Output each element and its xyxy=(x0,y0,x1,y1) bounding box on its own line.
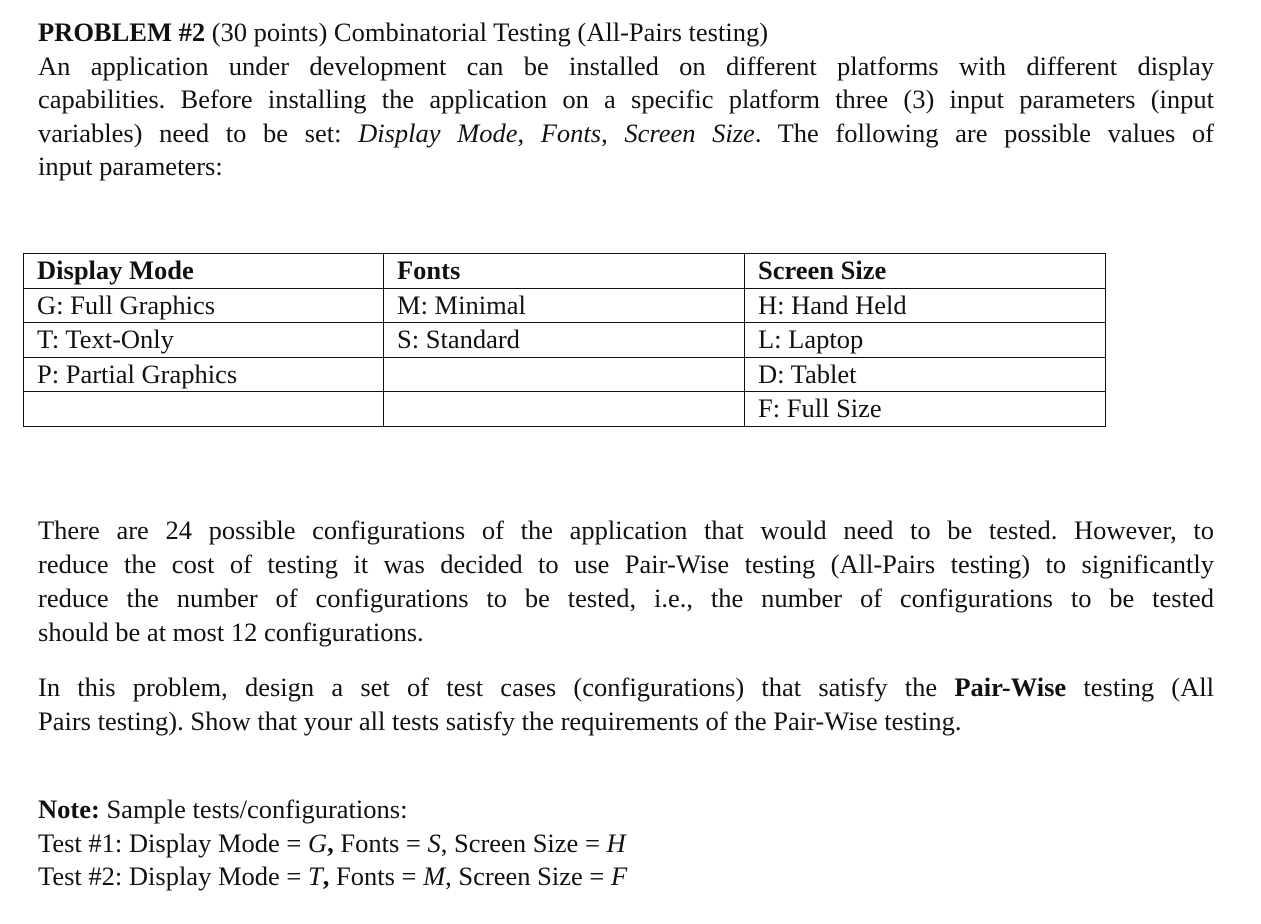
test-fonts-value: S xyxy=(427,827,441,858)
task-paragraph xyxy=(38,670,1214,738)
test-screen-label: , Screen Size = xyxy=(445,861,611,891)
intro-line-3 xyxy=(38,117,1214,151)
note-text: Sample tests/configurations: xyxy=(99,794,408,824)
problem-topic: Combinatorial Testing (All-Pairs testing) xyxy=(333,17,769,47)
problem-points: (30 points) xyxy=(211,17,328,47)
problem-intro xyxy=(38,16,1214,184)
test-fonts-value: M xyxy=(423,861,446,891)
test-fonts-label: Fonts = xyxy=(340,827,428,858)
table-cell: L: Laptop xyxy=(745,323,1106,358)
table-cell: F: Full Size xyxy=(745,392,1106,427)
problem-heading: PROBLEM #2 xyxy=(38,17,206,47)
paragraph3-line-1-start: In this problem, design a set of test cases (configurations) that satisfy the xyxy=(38,672,955,702)
table-row xyxy=(24,357,1106,392)
sample-test-2 xyxy=(38,860,1214,894)
paragraph2-line-1: There are 24 possible configurations of the application that would need to be tested. However, to xyxy=(38,515,1214,545)
intro-line-3-start: variables) need to be set: xyxy=(38,117,359,148)
test-screen-value: F xyxy=(610,861,628,891)
param-display-mode: Display Mode xyxy=(358,117,518,148)
paragraph2-line-4: should be at most 12 configurations. xyxy=(38,617,424,647)
parameter-values-table xyxy=(23,253,1106,427)
param-screen-size: Screen Size xyxy=(624,117,755,148)
intro-line-4: input parameters: xyxy=(38,151,223,181)
table-cell: D: Tablet xyxy=(745,357,1106,392)
table-cell: S: Standard xyxy=(384,323,745,358)
table-row xyxy=(24,392,1106,427)
table-header-row xyxy=(24,254,1106,289)
test-separator: , xyxy=(322,861,336,891)
test-prefix: Test #2: Display Mode = xyxy=(38,861,308,891)
header-screen-size: Screen Size xyxy=(745,254,1106,289)
table-cell: T: Text-Only xyxy=(24,323,384,358)
intro-line-1: An application under development can be installed on different platforms with different display xyxy=(38,50,1214,81)
param-fonts: Fonts xyxy=(540,117,602,148)
problem-title-line xyxy=(38,16,1214,50)
test-prefix: Test #1: Display Mode = xyxy=(38,827,308,858)
test-screen-label: , Screen Size = xyxy=(440,827,607,858)
table-cell xyxy=(24,392,384,427)
note-label: Note: xyxy=(38,794,100,824)
paragraph3-line-1 xyxy=(38,670,1214,704)
table-cell: P: Partial Graphics xyxy=(24,357,384,392)
table-cell: G: Full Graphics xyxy=(24,288,384,323)
intro-comma: , xyxy=(517,117,541,148)
test-fonts-label: Fonts = xyxy=(335,861,424,891)
table-row xyxy=(24,323,1106,358)
pair-wise-emphasis: Pair-Wise xyxy=(954,672,1067,702)
intro-line-3-end: . The following are possible values of xyxy=(754,117,1214,148)
table-cell xyxy=(384,357,745,392)
paragraph3-line-1-end: testing (All xyxy=(1066,672,1214,702)
configurations-paragraph xyxy=(38,513,1214,649)
table-row xyxy=(24,288,1106,323)
test-display-mode-value: G xyxy=(307,827,328,858)
header-fonts: Fonts xyxy=(384,254,745,289)
table-cell xyxy=(384,392,745,427)
intro-comma: , xyxy=(601,117,625,148)
note-heading xyxy=(38,793,1214,827)
test-screen-value: H xyxy=(606,827,626,858)
test-separator: , xyxy=(327,827,341,858)
note-section xyxy=(38,793,1214,894)
paragraph2-line-2: reduce the cost of testing it was decided to use Pair-Wise testing (All-Pairs testing) to significantly xyxy=(38,549,1214,579)
table-cell: M: Minimal xyxy=(384,288,745,323)
intro-line-2: capabilities. Before installing the application on a specific platform three (3) input parameters (input xyxy=(38,84,1214,114)
sample-test-1 xyxy=(38,827,1214,861)
table-cell: H: Hand Held xyxy=(745,288,1106,323)
test-display-mode-value: T xyxy=(307,861,323,891)
header-display-mode: Display Mode xyxy=(24,254,384,289)
paragraph3-line-2: Pairs testing). Show that your all tests satisfy the requirements of the Pair-Wise testing. xyxy=(38,706,962,736)
paragraph2-line-3: reduce the number of configurations to be tested, i.e., the number of configurations to be tested xyxy=(38,583,1214,613)
